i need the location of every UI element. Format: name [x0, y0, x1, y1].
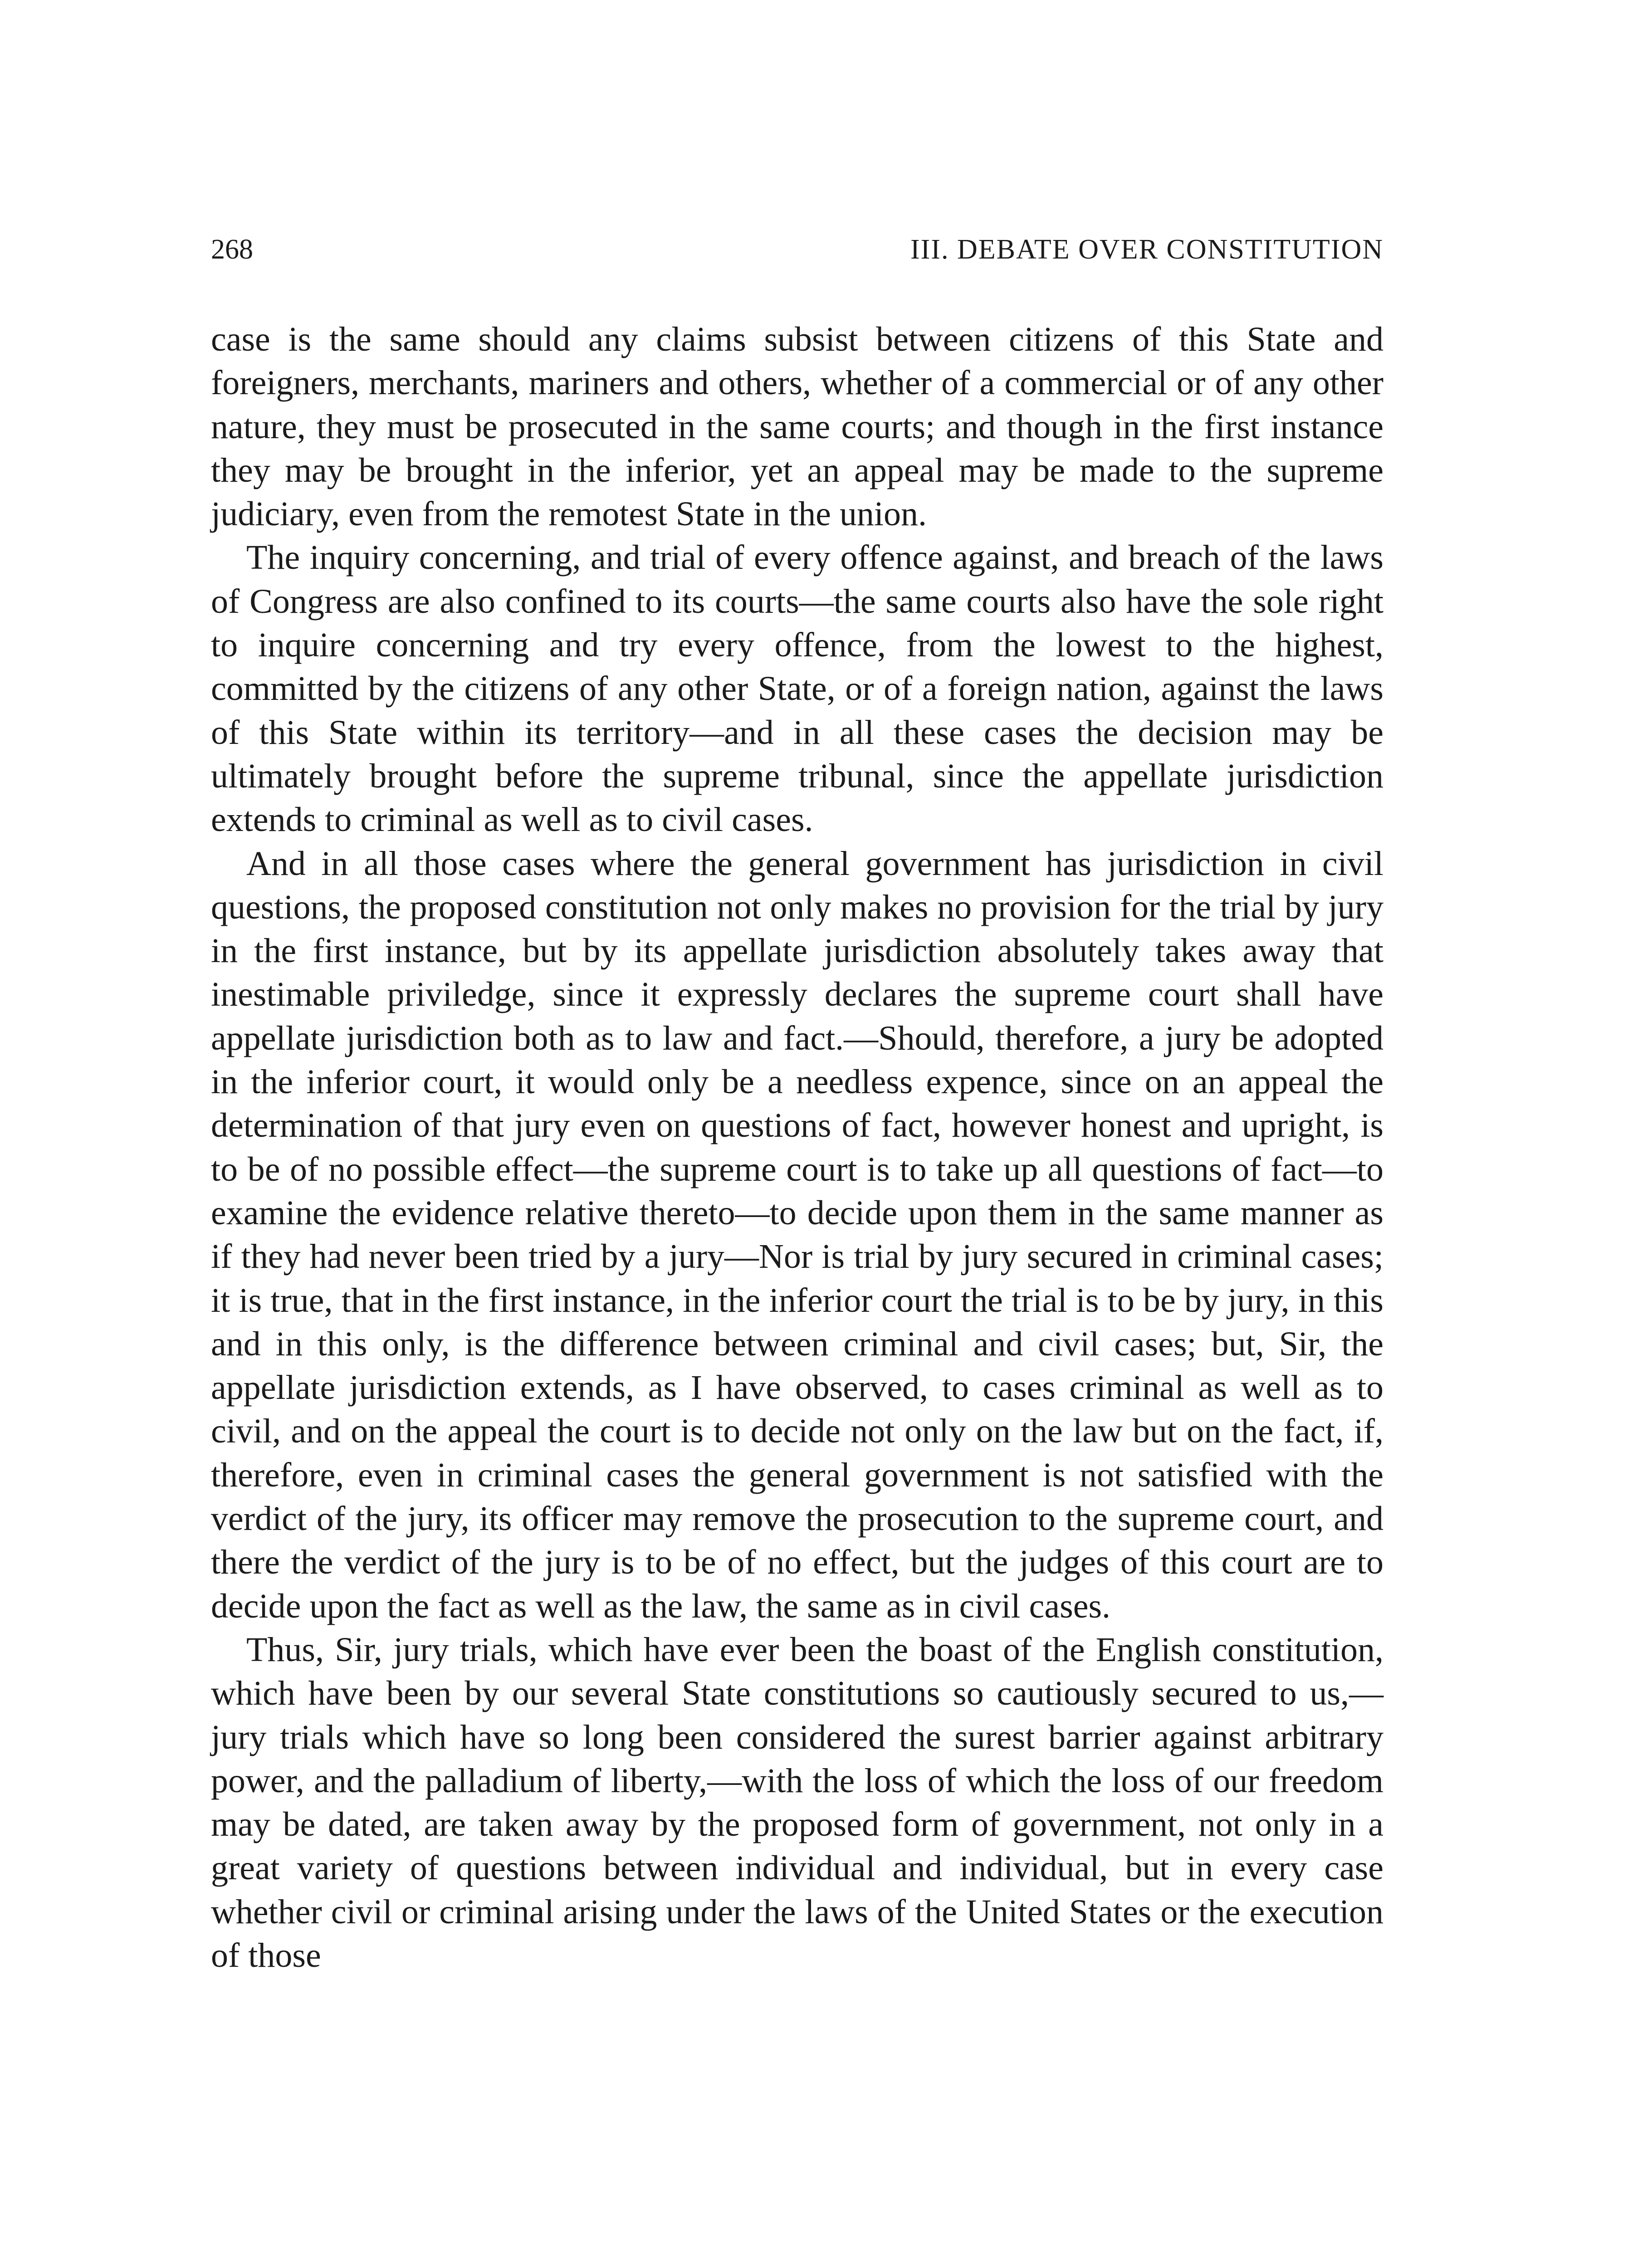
- paragraph-continuation: case is the same should any claims subsist between citizens of this State and foreigners, merchants, mariners and others, whether of a commercial or of any other nature, they must be prosecuted in the same courts; and though in the first instance they may be brought in the inferior, yet an appeal may be made to the supreme judiciary, even from the remotest State in the union.: [211, 320, 1384, 533]
- paragraph-jury-trials: Thus, Sir, jury trials, which have ever been the boast of the English constitution, which have been by our several State constitutions so cautiously secured to us,—jury trials which have so long been considered the surest barrier against arbitrary power, and the palladium of liberty,—with the loss of which the loss of our freedom may be dated, are taken away by the proposed form of government, not only in a great variety of questions between individual and individual, but in every case whether civil or criminal arising under the laws of the United States or the execution of those: [211, 1630, 1384, 1975]
- page-number: 268: [211, 234, 253, 265]
- running-title: III. DEBATE OVER CONSTITUTION: [910, 234, 1384, 265]
- body-text: [211, 318, 1384, 1977]
- running-head: [211, 229, 1384, 270]
- paragraph-appellate-jurisdiction: And in all those cases where the general government has jurisdiction in civil questions, the proposed constitution not only makes no provision for the trial by jury in the first instance, but by its appellate jurisdiction absolutely takes away that inestimable priviledge, since it expressly declares the supreme court shall have appellate jurisdiction both as to law and fact.—Should, therefore, a jury be adopted in the inferior court, it would only be a needless expence, since on an appeal the determination of that jury even on questions of fact, however honest and upright, is to be of no possible effect—the supreme court is to take up all questions of fact—to examine the evidence relative thereto—to decide upon them in the same manner as if they had never been tried by a jury—Nor is trial by jury secured in criminal cases; it is true, that in the first instance, in the inferior court the trial is to be by jury, in this and in this only, is the difference between criminal and civil cases; but, Sir, the appellate jurisdiction extends, as I have observed, to cases criminal as well as to civil, and on the appeal the court is to decide not only on the law but on the fact, if, therefore, even in criminal cases the general government is not satisfied with the verdict of the jury, its officer may remove the prosecution to the supreme court, and there the verdict of the jury is to be of no effect, but the judges of this court are to decide upon the fact as well as the law, the same as in civil cases.: [211, 844, 1384, 1625]
- paragraph-offence-jurisdiction: The inquiry concerning, and trial of every offence against, and breach of the laws of Congress are also confined to its courts—the same courts also have the sole right to inquire concerning and try every offence, from the lowest to the highest, committed by the citizens of any other State, or of a foreign nation, against the laws of this State within its territory—and in all these cases the decision may be ultimately brought before the supreme tribunal, since the appellate jurisdiction extends to criminal as well as to civil cases.: [211, 538, 1384, 839]
